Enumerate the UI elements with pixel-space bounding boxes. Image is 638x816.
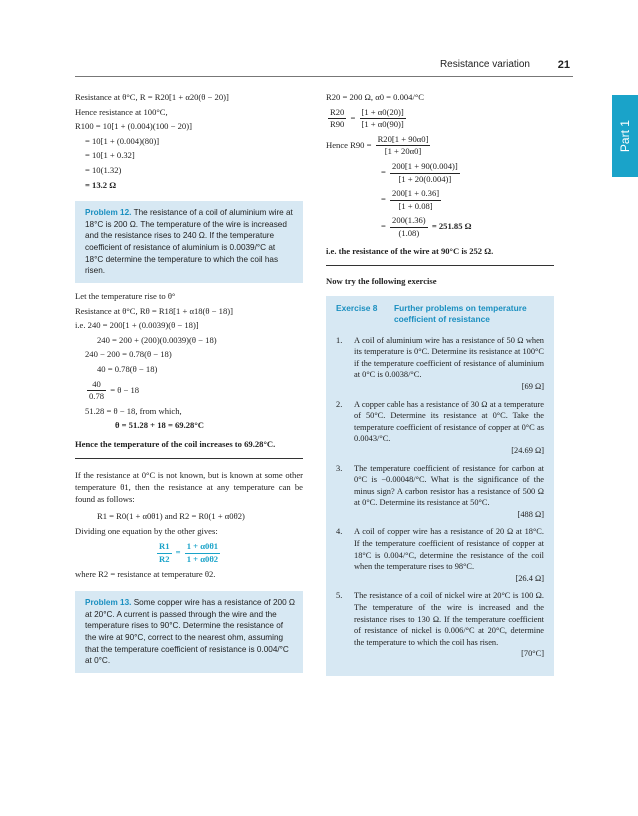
part-tab [612, 95, 638, 177]
equation-line [326, 161, 554, 185]
exercise-item-body [354, 526, 544, 584]
exercise-item-text: A coil of aluminium wire has a resistance of 50 Ω when its temperature is 0°C. Determine its resistance at 100°C if the temperature coefficient of resistance of aluminium at 0°C is 0.0038/°C. [354, 335, 544, 380]
exercise-item-number: 5. [336, 591, 343, 601]
fraction [87, 379, 106, 403]
part-tab-label: Part 1 [617, 119, 632, 153]
text-line: Dividing one equation by the other gives: [75, 525, 218, 536]
text-line: Let the temperature rise to θ° [75, 291, 176, 301]
text-line: Hence resistance at 100°C, [75, 106, 168, 117]
exercise-item-body [354, 399, 544, 457]
equation-line [326, 215, 554, 239]
result-value: = 13.2 Ω [85, 179, 117, 190]
problem-12-box [75, 201, 303, 283]
fraction-numerator: 200[1 + 0.36] [390, 188, 441, 201]
page-number: 21 [557, 59, 570, 71]
exercise-item [336, 526, 544, 584]
fraction [376, 134, 431, 158]
exercise-item [336, 463, 544, 521]
fraction-numerator: [1 + α0(20)] [360, 107, 406, 120]
equation-line [326, 188, 554, 212]
exercise-item-answer: [69 Ω] [521, 381, 544, 391]
fraction-numerator: R20[1 + 90α0] [376, 134, 431, 147]
exercise-item [336, 590, 544, 660]
divider [326, 265, 554, 266]
fraction-numerator: 40 [87, 379, 106, 392]
exercise-item [336, 399, 544, 457]
equation-prefix: Hence R90 = [326, 139, 372, 150]
fraction [390, 215, 428, 239]
left-column [75, 92, 303, 681]
page-header [0, 58, 570, 72]
problem-text: The resistance of a coil of aluminium wire at 18°C is 200 Ω. The temperature of the wire is increased and the resistance rises to 240 Ω. If the temperature coefficient of resistance of aluminium is 0.0039/°C at 18°C determine the temperature to which the coil has risen. [85, 208, 293, 276]
problem-text: Some copper wire has a resistance of 200 Ω at 20°C. A current is passed through the wire and the temperature rises to 90°C. Determine the resistance of the wire at 90°C, correct to the nearest ohm, assuming that the temperature coefficient of resistance is 0.004/°C at 0°C. [85, 598, 296, 666]
fraction-denominator: R90 [330, 119, 345, 130]
equation-line [75, 379, 303, 403]
fraction-denominator: [1 + 20(0.004)] [398, 173, 452, 184]
exercise-item-answer: [26.4 Ω] [515, 573, 544, 583]
text-line: where R2 = resistance at temperature θ2. [75, 569, 216, 580]
conclusion-text: Hence the temperature of the coil increases to 69.28°C. [75, 438, 276, 449]
equals-sign: = [175, 547, 181, 558]
fraction-numerator: R1 [157, 541, 172, 554]
exercise-item-text: A copper cable has a resistance of 30 Ω at a temperature of 50°C. Determine its resistance at 0°C. Take the temperature coefficient of resistance of copper at 0°C as 0.0043/°C. [354, 399, 544, 444]
fraction [360, 107, 406, 131]
equation-line: R100 = 10[1 + (0.004)(100 − 20)] [75, 121, 192, 132]
result-line: i.e. the resistance of the wire at 90°C is 252 Ω. [326, 245, 494, 256]
equation-line: 51.28 = θ − 18, from which, [85, 405, 182, 416]
result-line [75, 180, 303, 192]
exercise-title: Further problems on temperature coefficient of resistance [394, 302, 527, 324]
exercise-item-answer: [70°C] [521, 649, 544, 659]
fraction-denominator: 1 + α0θ2 [186, 553, 219, 564]
equation-line: i.e. 240 = 200[1 + (0.0039)(θ − 18)] [75, 320, 199, 331]
equals-sign: = [381, 194, 386, 205]
equation-rest: = θ − 18 [110, 384, 140, 395]
equation-line: 240 = 200 + (200)(0.0039)(θ − 18) [97, 334, 217, 345]
right-column [326, 92, 554, 676]
equation-line [326, 107, 554, 131]
equation-line: = 10(1.32) [85, 164, 122, 175]
exercise-label: Exercise 8 [336, 302, 378, 313]
equation-line: = 10[1 + (0.004)(80)] [85, 135, 160, 146]
exercise-item-body [354, 590, 544, 660]
exercise-item-body [354, 335, 544, 393]
fraction [328, 107, 346, 131]
fraction [390, 188, 441, 212]
fraction [157, 541, 172, 565]
exercise-list [336, 335, 544, 660]
header-rule [75, 76, 573, 77]
exercise-item-number: 3. [336, 463, 343, 473]
exercise-8-box [326, 296, 554, 676]
exercise-item-answer: [488 Ω] [517, 509, 544, 519]
fraction-denominator: [1 + 0.08] [398, 200, 433, 211]
exercise-item [336, 335, 544, 393]
problem-13-box [75, 591, 303, 673]
exercise-item-text: The resistance of a coil of nickel wire at 20°C is 100 Ω. The temperature of the wire is increased and the resistance rises to 130 Ω. If the temperature coefficient of resistance of nickel is 0.006/°C at 20°C, determine the temperature to which the coil has risen. [354, 591, 544, 647]
divider [75, 458, 303, 459]
result-value: = 251.85 Ω [431, 221, 472, 232]
equals-sign: = [381, 167, 386, 178]
fraction-denominator: 0.78 [89, 391, 105, 402]
equals-sign: = [381, 221, 386, 232]
problem-label: Problem 12. [85, 208, 132, 218]
fraction-denominator: [1 + α0(90)] [361, 119, 404, 130]
running-title: Resistance variation [439, 59, 530, 70]
fraction-numerator: 200[1 + 90(0.004)] [390, 161, 460, 174]
fraction-numerator: 1 + α0θ1 [185, 541, 220, 554]
fraction [390, 161, 460, 185]
equation-line: = 10[1 + 0.32] [85, 150, 135, 161]
exercise-item-answer: [24.69 Ω] [511, 445, 544, 455]
fraction-numerator: 200(1.36) [390, 215, 428, 228]
equation-line: R1 = R0(1 + α0θ1) and R2 = R0(1 + α0θ2) [97, 511, 245, 522]
fraction [185, 541, 220, 565]
equation-line: 240 − 200 = 0.78(θ − 18) [85, 349, 172, 360]
exercise-item-number: 1. [336, 335, 343, 345]
equation-line: 40 = 0.78(θ − 18) [97, 363, 158, 374]
exercise-item-body [354, 463, 544, 521]
fraction-denominator: [1 + 20α0] [384, 146, 422, 157]
equation-line: Resistance at θ°C, Rθ = R18[1 + α18(θ − 18)] [75, 305, 233, 316]
fraction-denominator: (1.08) [398, 227, 420, 238]
exercise-item-number: 4. [336, 527, 343, 537]
fraction-numerator: R20 [328, 107, 346, 120]
equation-line [326, 134, 554, 158]
highlighted-equation [75, 541, 303, 565]
fraction-denominator: R2 [159, 553, 170, 564]
exercise-item-text: The temperature coefficient of resistance for carbon at 0°C is −0.00048/°C. What is the significance of the minus sign? A carbon resistor has a resistance of 500 Ω at 0°C. Determine its resistance at 50°C. [354, 463, 544, 508]
result-line: θ = 51.28 + 18 = 69.28°C [115, 420, 204, 431]
exercise-item-text: A coil of copper wire has a resistance of 20 Ω at 18°C. If the temperature coefficient of resistance of copper at 18°C is 0.004/°C, determine the resistance of the coil when the temperature rises to 98°C. [354, 527, 544, 572]
exercise-item-number: 2. [336, 399, 343, 409]
equation-line: Resistance at θ°C, R = R20[1 + α20(θ − 20)] [75, 92, 229, 102]
equals-sign: = [350, 112, 356, 123]
equation-line: R20 = 200 Ω, α0 = 0.004/°C [326, 92, 425, 102]
exercise-intro: Now try the following exercise [326, 276, 437, 287]
exercise-heading [336, 303, 544, 325]
paragraph: If the resistance at 0°C is not known, but is known at some other temperature θ1, then the resistance at any temperature can be found as follows: [75, 469, 303, 505]
problem-label: Problem 13. [85, 598, 132, 608]
